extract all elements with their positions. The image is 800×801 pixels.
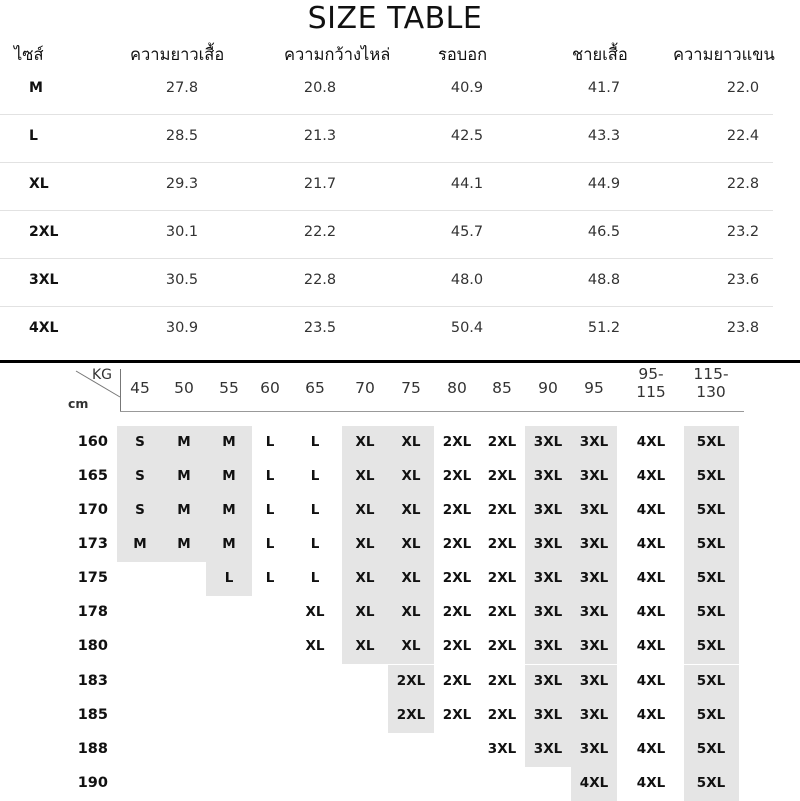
size-cell: S — [135, 502, 145, 518]
size-cell: XL — [355, 502, 375, 518]
size-cell: 2XL — [442, 638, 472, 654]
weight-header: 70 — [355, 379, 375, 397]
measurement-value: 29.3 — [165, 176, 199, 192]
row-separator — [0, 258, 773, 259]
size-cell: 5XL — [696, 775, 726, 791]
size-cell: 4XL — [636, 741, 666, 757]
measurement-value: 22.2 — [303, 224, 337, 240]
size-cell: 2XL — [442, 434, 472, 450]
size-cell: 3XL — [533, 638, 563, 654]
size-cell: 5XL — [696, 604, 726, 620]
size-cell: 3XL — [487, 741, 517, 757]
weight-header: 45 — [130, 379, 150, 397]
size-cell: M — [177, 468, 191, 484]
measurement-value: 23.6 — [726, 272, 760, 288]
size-cell: 2XL — [442, 570, 472, 586]
size-cell: 3XL — [533, 536, 563, 552]
height-label: 185 — [77, 707, 108, 723]
size-cell: L — [265, 570, 275, 586]
size-cell: 5XL — [696, 502, 726, 518]
weight-header: 90 — [538, 379, 558, 397]
measurement-value: 30.9 — [165, 320, 199, 336]
measurement-value: 21.3 — [303, 128, 337, 144]
height-label: 180 — [77, 638, 108, 654]
size-cell: 3XL — [579, 604, 609, 620]
size-cell: M — [177, 434, 191, 450]
size-cell: XL — [401, 604, 421, 620]
size-cell: 5XL — [696, 468, 726, 484]
row-separator — [0, 210, 773, 211]
size-cell: L — [310, 502, 320, 518]
height-label: 160 — [77, 434, 108, 450]
size-label: XL — [29, 176, 49, 192]
measurement-value: 30.5 — [165, 272, 199, 288]
size-cell: L — [265, 502, 275, 518]
size-cell: XL — [401, 570, 421, 586]
column-header: ชายเสื้อ — [572, 45, 628, 64]
measurement-value: 22.8 — [726, 176, 760, 192]
size-cell: L — [265, 536, 275, 552]
size-cell: 3XL — [579, 707, 609, 723]
page-title: SIZE TABLE — [307, 1, 483, 36]
size-cell: 2XL — [396, 707, 426, 723]
measurement-value: 51.2 — [587, 320, 621, 336]
measurement-value: 40.9 — [450, 80, 484, 96]
height-label: 183 — [77, 673, 108, 689]
size-cell: L — [310, 570, 320, 586]
size-cell: 3XL — [533, 604, 563, 620]
size-cell: 2XL — [487, 434, 517, 450]
size-cell: 3XL — [579, 434, 609, 450]
size-cell: 5XL — [696, 570, 726, 586]
size-cell: 5XL — [696, 434, 726, 450]
size-cell: M — [222, 502, 236, 518]
size-cell: XL — [355, 604, 375, 620]
weight-header: 115- 130 — [693, 365, 729, 401]
size-cell: 2XL — [442, 468, 472, 484]
size-cell: S — [135, 434, 145, 450]
measurement-value: 30.1 — [165, 224, 199, 240]
size-cell: 4XL — [579, 775, 609, 791]
size-cell: M — [177, 502, 191, 518]
size-cell: 2XL — [442, 502, 472, 518]
size-cell: 3XL — [533, 570, 563, 586]
size-cell: XL — [305, 638, 325, 654]
measurement-value: 22.0 — [726, 80, 760, 96]
size-cell: 3XL — [533, 741, 563, 757]
size-cell: 5XL — [696, 741, 726, 757]
size-cell: L — [310, 468, 320, 484]
size-cell: XL — [401, 502, 421, 518]
size-cell: 3XL — [579, 741, 609, 757]
size-cell: 4XL — [636, 570, 666, 586]
size-cell: 4XL — [636, 638, 666, 654]
size-cell: 3XL — [533, 502, 563, 518]
weight-header: 55 — [219, 379, 239, 397]
size-cell: 2XL — [396, 673, 426, 689]
measurement-value: 20.8 — [303, 80, 337, 96]
size-cell: L — [265, 468, 275, 484]
size-cell: 3XL — [579, 536, 609, 552]
size-label: 4XL — [29, 320, 59, 336]
size-cell: S — [135, 468, 145, 484]
measurement-value: 50.4 — [450, 320, 484, 336]
size-cell: L — [265, 434, 275, 450]
size-cell: 2XL — [487, 570, 517, 586]
weight-header: 95 — [584, 379, 604, 397]
size-cell: XL — [305, 604, 325, 620]
height-label: 178 — [77, 604, 108, 620]
size-cell: L — [310, 434, 320, 450]
weight-header: 65 — [305, 379, 325, 397]
weight-header: 75 — [401, 379, 421, 397]
row-separator — [0, 306, 773, 307]
measurement-value: 22.4 — [726, 128, 760, 144]
size-cell: XL — [355, 536, 375, 552]
size-cell: 5XL — [696, 536, 726, 552]
size-cell: XL — [401, 638, 421, 654]
size-cell: 2XL — [442, 673, 472, 689]
size-cell: 3XL — [533, 468, 563, 484]
size-cell: 4XL — [636, 502, 666, 518]
size-cell: M — [222, 468, 236, 484]
size-cell: 3XL — [533, 434, 563, 450]
column-header: ความยาวแขน — [673, 45, 775, 64]
weight-header: 80 — [447, 379, 467, 397]
measurement-value: 23.8 — [726, 320, 760, 336]
size-cell: M — [177, 536, 191, 552]
size-label: 3XL — [29, 272, 59, 288]
size-cell: 4XL — [636, 775, 666, 791]
weight-header: 85 — [492, 379, 512, 397]
measurement-value: 48.8 — [587, 272, 621, 288]
size-cell: 2XL — [442, 604, 472, 620]
weight-axis-label: KG — [92, 367, 113, 383]
measurement-value: 41.7 — [587, 80, 621, 96]
size-cell: 2XL — [442, 536, 472, 552]
size-cell: XL — [401, 536, 421, 552]
size-cell: 2XL — [487, 673, 517, 689]
size-cell: 3XL — [533, 707, 563, 723]
size-cell: 3XL — [579, 502, 609, 518]
size-cell: 2XL — [487, 468, 517, 484]
measurement-value: 22.8 — [303, 272, 337, 288]
weight-header: 60 — [260, 379, 280, 397]
row-separator — [0, 114, 773, 115]
size-cell: 2XL — [487, 707, 517, 723]
measurement-value: 23.5 — [303, 320, 337, 336]
size-cell: 5XL — [696, 707, 726, 723]
measurement-value: 27.8 — [165, 80, 199, 96]
measurement-value: 46.5 — [587, 224, 621, 240]
size-cell: L — [224, 570, 234, 586]
size-cell: 4XL — [636, 673, 666, 689]
row-separator — [0, 162, 773, 163]
measurement-value: 28.5 — [165, 128, 199, 144]
column-header: รอบอก — [438, 45, 488, 64]
height-label: 190 — [77, 775, 108, 791]
size-cell: 3XL — [579, 638, 609, 654]
measurement-value: 42.5 — [450, 128, 484, 144]
weight-header: 95- 115 — [636, 365, 666, 401]
size-cell: 5XL — [696, 673, 726, 689]
size-cell: XL — [355, 434, 375, 450]
height-label: 173 — [77, 536, 108, 552]
size-cell: XL — [355, 468, 375, 484]
measurement-value: 44.9 — [587, 176, 621, 192]
size-label: 2XL — [29, 224, 59, 240]
size-cell: L — [310, 536, 320, 552]
measurement-value: 23.2 — [726, 224, 760, 240]
size-cell: M — [133, 536, 147, 552]
size-cell: 3XL — [579, 570, 609, 586]
column-header: ความกว้างไหล่ — [284, 45, 391, 64]
size-cell: 3XL — [579, 468, 609, 484]
measurement-value: 21.7 — [303, 176, 337, 192]
height-axis-label: cm — [68, 396, 89, 411]
size-recommendation-chart — [0, 363, 800, 800]
height-label: 170 — [77, 502, 108, 518]
size-cell: XL — [355, 570, 375, 586]
size-cell: 4XL — [636, 707, 666, 723]
size-cell: 2XL — [487, 638, 517, 654]
size-label: M — [29, 80, 43, 96]
size-cell: 2XL — [487, 502, 517, 518]
measurement-value: 43.3 — [587, 128, 621, 144]
measurement-value: 44.1 — [450, 176, 484, 192]
column-header: ไซส์ — [14, 45, 44, 64]
height-label: 165 — [77, 468, 108, 484]
measurement-value: 45.7 — [450, 224, 484, 240]
size-cell: 2XL — [442, 707, 472, 723]
size-cell: 3XL — [579, 673, 609, 689]
height-label: 175 — [77, 570, 108, 586]
header-horizontal-line — [120, 411, 744, 412]
measurement-value: 48.0 — [450, 272, 484, 288]
size-cell: M — [222, 434, 236, 450]
size-cell: XL — [401, 434, 421, 450]
size-cell: 4XL — [636, 434, 666, 450]
size-cell: 4XL — [636, 536, 666, 552]
size-cell: XL — [355, 638, 375, 654]
size-cell: 5XL — [696, 638, 726, 654]
size-cell: M — [222, 536, 236, 552]
column-header: ความยาวเสื้อ — [130, 45, 225, 64]
size-cell: 4XL — [636, 604, 666, 620]
size-cell: 2XL — [487, 536, 517, 552]
size-cell: 4XL — [636, 468, 666, 484]
size-cell: XL — [401, 468, 421, 484]
size-cell: 3XL — [533, 673, 563, 689]
size-cell: 2XL — [487, 604, 517, 620]
weight-header: 50 — [174, 379, 194, 397]
height-label: 188 — [77, 741, 108, 757]
size-label: L — [29, 128, 38, 144]
